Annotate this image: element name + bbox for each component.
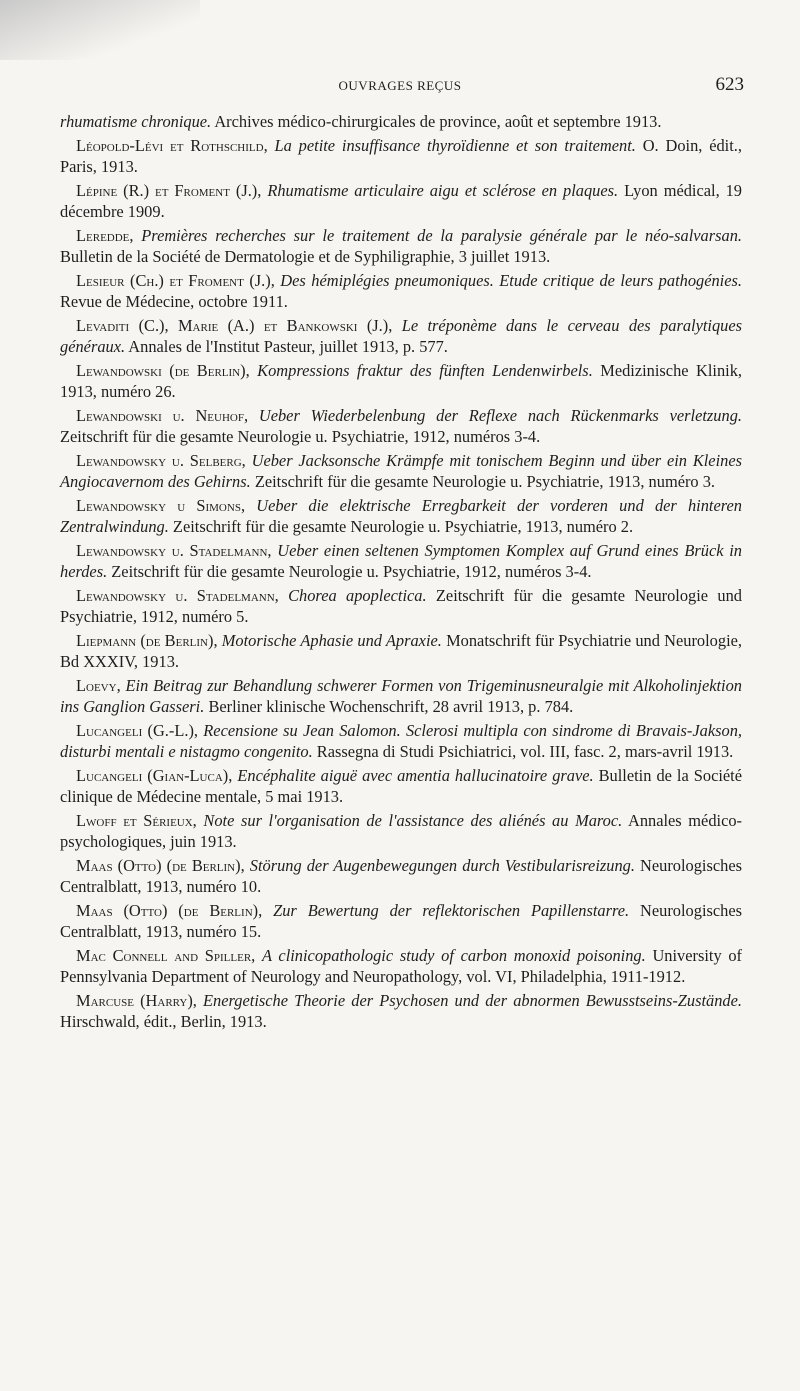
entry-details: Neurologisches Centralblatt, 1913, numéro 15. bbox=[60, 900, 742, 941]
bibliography-entry bbox=[60, 631, 742, 673]
entry-title: Premières recherches sur le traitement de la paralysie générale par le néo-salvarsan. bbox=[141, 226, 742, 246]
bibliography-entry bbox=[60, 496, 742, 538]
entry-authors: Levaditi (C.), Marie (A.) et Bankowski (J.), bbox=[76, 316, 393, 336]
entry-title: A clinicopathologic study of carbon monoxid poisoning. bbox=[261, 945, 646, 965]
entry-authors: Loevy, bbox=[76, 676, 121, 695]
entry-title: Chorea apoplectica. bbox=[288, 586, 427, 606]
entry-title: Ueber einen seltenen Symptomen Komplex auf Grund eines Brück in herdes. bbox=[60, 541, 742, 581]
bibliography-entry bbox=[60, 112, 742, 133]
entry-authors: Lucangeli (Gian-Luca), bbox=[76, 765, 233, 785]
bibliography-entry bbox=[60, 226, 742, 268]
bibliography-entry bbox=[60, 586, 742, 628]
entry-title: Zur Bewertung der reflektorischen Papillenstarre. bbox=[273, 900, 630, 920]
page-number: 623 bbox=[715, 74, 744, 95]
entry-details: University of Pennsylvania Department of Neurology and Neuropathology, vol. VI, Philadelphia, 1911-1912. bbox=[60, 945, 743, 986]
entry-details: Neurologisches Centralblatt, 1913, numéro 10. bbox=[60, 855, 742, 896]
bibliography-entry bbox=[60, 991, 742, 1033]
entry-authors: Lewandowski (de Berlin), bbox=[76, 361, 250, 381]
bibliography-entry bbox=[60, 541, 742, 583]
entry-authors: Marcuse (Harry), bbox=[76, 990, 197, 1010]
entry-details: Bulletin de la Société de Dermatologie et de Syphiligraphie, 3 juillet 1913. bbox=[60, 246, 551, 266]
entry-title: La petite insuffisance thyroïdienne et son traitement. bbox=[274, 136, 636, 156]
entry-authors: Leredde, bbox=[76, 226, 134, 246]
scan-corner-shadow bbox=[0, 0, 200, 60]
entry-authors: Maas (Otto) (de Berlin), bbox=[76, 855, 245, 875]
bibliography-entry bbox=[60, 271, 742, 313]
entry-details: Rassegna di Studi Psichiatrici, vol. III, fasc. 2, mars-avril 1913. bbox=[312, 741, 734, 761]
entry-title: Recensione su Jean Salomon. Sclerosi multipla con sindrome di Bravais-Jakson, disturbi mentali e nistagmo congenito. bbox=[60, 720, 742, 761]
entry-details: O. Doin, édit., Paris, 1913. bbox=[60, 136, 742, 176]
entry-authors: Lewandowsky u. Selberg, bbox=[76, 451, 246, 471]
entry-title: Rhumatisme articulaire aigu et sclérose en plaques. bbox=[267, 181, 619, 201]
entry-details: Lyon médical, 19 décembre 1909. bbox=[60, 181, 742, 221]
entry-details: Hirschwald, édit., Berlin, 1913. bbox=[60, 1011, 267, 1031]
entry-details: Archives médico-chirurgicales de province, août et septembre 1913. bbox=[211, 112, 662, 131]
entry-authors: Lépine (R.) et Froment (J.), bbox=[76, 181, 262, 201]
entry-authors: Lesieur (Ch.) et Froment (J.), bbox=[76, 271, 275, 291]
entry-authors: Lewandowsky u Simons, bbox=[76, 496, 246, 516]
entry-authors: Lewandowski u. Neuhof, bbox=[76, 406, 249, 426]
entry-title: Ein Beitrag zur Behandlung schwerer Formen von Trigeminusneuralgie mit Alkoholinjektion ins Ganglion Gasseri. bbox=[60, 676, 742, 716]
bibliography-entry bbox=[60, 766, 742, 808]
entry-authors: Lewandowsky u. Stadelmann, bbox=[76, 541, 272, 561]
entry-title: Ueber die elektrische Erregbarkeit der vorderen und der hinteren Zentralwindung. bbox=[60, 496, 742, 536]
entry-details: Medizinische Klinik, 1913, numéro 26. bbox=[60, 361, 742, 401]
entry-details: Zeitschrift für die gesamte Neurologie u. Psychiatrie, 1912, numéros 3-4. bbox=[107, 561, 592, 581]
bibliography-entry bbox=[60, 406, 742, 448]
bibliography-entry bbox=[60, 676, 742, 718]
bibliography-entry bbox=[60, 136, 742, 178]
bibliography-entry bbox=[60, 361, 742, 403]
entry-details: Zeitschrift für die gesamte Neurologie u. Psychiatrie, 1913, numéro 3. bbox=[250, 471, 716, 491]
entry-details: Revue de Médecine, octobre 1911. bbox=[60, 291, 288, 311]
entry-title: Störung der Augenbewegungen durch Vestibularisreizung. bbox=[249, 855, 635, 875]
entry-title: Ueber Jacksonsche Krämpfe mit tonischem Beginn und über ein Kleines Angiocavernom des Gehirns. bbox=[60, 451, 742, 491]
entry-title: Des hémiplégies pneumoniques. Etude critique de leurs pathogénies. bbox=[280, 271, 742, 291]
bibliography-list bbox=[60, 112, 742, 1036]
entry-title: Ueber Wiederbelenbung der Reflexe nach Rückenmarks verletzung. bbox=[258, 406, 742, 426]
entry-authors: Lucangeli (G.-L.), bbox=[76, 720, 199, 740]
entry-title: Le tréponème dans le cerveau des paralytiques généraux. bbox=[60, 316, 742, 356]
entry-details: Annales de l'Institut Pasteur, juillet 1913, p. 577. bbox=[125, 336, 448, 356]
entry-title: Encéphalite aiguë avec amentia hallucinatoire grave. bbox=[237, 765, 594, 785]
entry-title: Energetische Theorie der Psychosen und der abnormen Bewusstseins-Zustände. bbox=[203, 990, 742, 1010]
entry-authors: Maas (Otto) (de Berlin), bbox=[76, 900, 263, 920]
entry-title: rhumatisme chronique. bbox=[60, 112, 212, 131]
bibliography-entry bbox=[60, 181, 742, 223]
entry-authors: Mac Connell and Spiller, bbox=[76, 945, 256, 965]
entry-details: Bulletin de la Société clinique de Médecine mentale, 5 mai 1913. bbox=[60, 765, 743, 806]
bibliography-entry bbox=[60, 901, 742, 943]
entry-title: Note sur l'organisation de l'assistance des aliénés au Maroc. bbox=[203, 810, 623, 830]
entry-details: Zeitschrift für die gesamte Neurologie und Psychiatrie, 1912, numéro 5. bbox=[60, 586, 742, 626]
page-header bbox=[0, 74, 800, 100]
bibliography-entry bbox=[60, 721, 742, 763]
bibliography-entry bbox=[60, 946, 742, 988]
running-title: OUVRAGES REÇUS bbox=[338, 78, 462, 93]
entry-details: Monatschrift für Psychiatrie und Neurologie, Bd XXXIV, 1913. bbox=[60, 631, 742, 671]
entry-authors: Léopold-Lévi et Rothschild, bbox=[76, 136, 268, 156]
entry-details: Berliner klinische Wochenschrift, 28 avril 1913, p. 784. bbox=[204, 696, 574, 716]
entry-title: Kompressions fraktur des fünften Lendenwirbels. bbox=[257, 361, 593, 381]
bibliography-entry bbox=[60, 856, 742, 898]
entry-details: Zeitschrift für die gesamte Neurologie u. Psychiatrie, 1912, numéros 3-4. bbox=[60, 426, 541, 446]
entry-authors: Lewandowsky u. Stadelmann, bbox=[76, 586, 279, 606]
bibliography-entry bbox=[60, 451, 742, 493]
entry-authors: Liepmann (de Berlin), bbox=[76, 631, 218, 651]
entry-authors: Lwoff et Sérieux, bbox=[76, 810, 197, 830]
bibliography-entry bbox=[60, 316, 742, 358]
entry-details: Annales médico-psychologiques, juin 1913. bbox=[60, 810, 743, 851]
bibliography-entry bbox=[60, 811, 742, 853]
entry-title: Motorische Aphasie und Apraxie. bbox=[221, 631, 442, 651]
entry-details: Zeitschrift für die gesamte Neurologie u. Psychiatrie, 1913, numéro 2. bbox=[168, 516, 634, 536]
